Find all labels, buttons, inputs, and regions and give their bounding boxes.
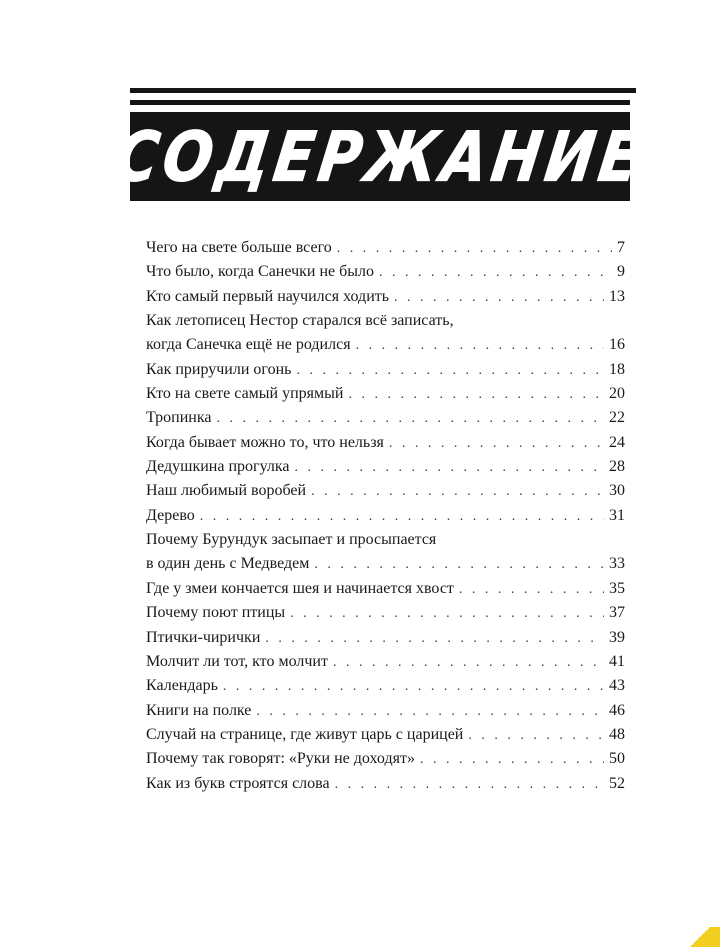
toc-entry[interactable] — [146, 285, 625, 309]
toc-entry[interactable] — [146, 479, 625, 503]
toc-entry[interactable] — [146, 382, 625, 406]
toc-entry-row — [146, 650, 625, 674]
dot-leader — [389, 432, 604, 456]
toc-entry-row-continued — [146, 528, 625, 552]
toc-entry[interactable] — [146, 674, 625, 698]
toc-entry-row — [146, 431, 625, 455]
toc-entry-row — [146, 236, 625, 260]
dot-leader — [290, 602, 604, 626]
toc-entry[interactable] — [146, 772, 625, 796]
toc-entry-row — [146, 504, 625, 528]
toc-entry[interactable] — [146, 528, 625, 577]
toc-page-number: 16 — [609, 336, 625, 354]
toc-entry[interactable] — [146, 236, 625, 260]
dot-leader — [335, 773, 604, 797]
toc-page-number: 48 — [609, 725, 625, 743]
toc-entry[interactable] — [146, 577, 625, 601]
dot-leader — [379, 261, 612, 285]
heading-stripe-middle — [130, 100, 630, 105]
toc-page-number: 20 — [609, 385, 625, 403]
dot-leader — [468, 724, 604, 748]
toc-entry[interactable] — [146, 309, 625, 358]
toc-entry[interactable] — [146, 406, 625, 430]
heading-panel — [110, 112, 650, 201]
dot-leader — [295, 456, 605, 480]
page-corner-decoration — [680, 927, 720, 947]
toc-entry-row — [146, 626, 625, 650]
toc-entry[interactable] — [146, 650, 625, 674]
dot-leader — [296, 359, 604, 383]
dot-leader — [348, 383, 604, 407]
heading-stripe-top — [130, 88, 636, 93]
toc-entry-title: когда Санечка ещё не родился — [146, 336, 351, 354]
dot-leader — [394, 286, 604, 310]
dot-leader — [223, 675, 604, 699]
toc-entry[interactable] — [146, 358, 625, 382]
toc-page-number: 30 — [609, 482, 625, 500]
dot-leader — [216, 407, 604, 431]
toc-page-number: 9 — [617, 263, 625, 281]
dot-leader — [356, 334, 604, 358]
toc-entry[interactable] — [146, 504, 625, 528]
toc-entry-row-continued — [146, 309, 625, 333]
toc-page-number: 22 — [609, 409, 625, 427]
toc-entry-title: Дедушкина прогулка — [146, 458, 290, 476]
toc-page-number: 18 — [609, 360, 625, 378]
dot-leader — [333, 651, 604, 675]
toc-entry-title: в один день с Медведем — [146, 555, 310, 573]
toc-page-number: 41 — [609, 652, 625, 670]
toc-entry[interactable] — [146, 699, 625, 723]
toc-entry[interactable] — [146, 723, 625, 747]
toc-entry-title: Птички-чирички — [146, 628, 261, 646]
dot-leader — [420, 748, 604, 772]
toc-entry-title: Молчит ли тот, кто молчит — [146, 652, 328, 670]
toc-entry-row — [146, 723, 625, 747]
page-title: СОДЕРЖАНИЕ — [110, 116, 650, 197]
toc-page-number: 7 — [617, 239, 625, 256]
toc-entry-row — [146, 382, 625, 406]
toc-entry-title: Как приручили огонь — [146, 360, 292, 378]
toc-entry-title: Дерево — [146, 506, 195, 524]
toc-entry-row — [146, 747, 625, 771]
toc-entry-row — [146, 552, 625, 576]
toc-entry[interactable] — [146, 431, 625, 455]
toc-entry-title: Как летописец Нестор старался всё записать, — [146, 312, 454, 330]
toc-entry-title: Почему Бурундук засыпает и просыпается — [146, 531, 437, 549]
toc-entry-title: Чего на свете больше всего — [146, 239, 332, 256]
toc-entry-title: Как из букв строятся слова — [146, 774, 330, 792]
toc-entry-row — [146, 333, 625, 357]
table-of-contents — [146, 236, 625, 796]
dot-leader — [256, 700, 604, 724]
toc-entry-title: Почему так говорят: «Руки не доходят» — [146, 750, 415, 768]
toc-entry-title: Где у змеи кончается шея и начинается хвост — [146, 579, 454, 597]
toc-page-number: 46 — [609, 701, 625, 719]
toc-page-number: 13 — [609, 287, 625, 305]
toc-entry[interactable] — [146, 260, 625, 284]
dot-leader — [314, 553, 604, 577]
toc-entry-row — [146, 577, 625, 601]
toc-entry-title: Календарь — [146, 677, 218, 695]
toc-entry-row — [146, 406, 625, 430]
toc-page-number: 52 — [609, 774, 625, 792]
toc-page-number: 33 — [609, 555, 625, 573]
dot-leader — [265, 627, 604, 651]
toc-entry-row — [146, 455, 625, 479]
toc-entry-title: Когда бывает можно то, что нельзя — [146, 433, 384, 451]
toc-entry-row — [146, 260, 625, 284]
toc-entry-title: Что было, когда Санечки не было — [146, 263, 374, 281]
toc-page-number: 39 — [609, 628, 625, 646]
toc-page-number: 31 — [609, 506, 625, 524]
toc-entry[interactable] — [146, 601, 625, 625]
toc-entry[interactable] — [146, 747, 625, 771]
toc-entry-row — [146, 772, 625, 796]
toc-page-number: 43 — [609, 677, 625, 695]
toc-page-number: 24 — [609, 433, 625, 451]
toc-entry-row — [146, 479, 625, 503]
dot-leader — [200, 505, 604, 529]
toc-entry-title: Почему поют птицы — [146, 604, 286, 622]
toc-page-number: 50 — [609, 750, 625, 768]
toc-page-number: 28 — [609, 458, 625, 476]
toc-entry-title: Кто самый первый научился ходить — [146, 287, 390, 305]
toc-entry-row — [146, 285, 625, 309]
toc-page-number: 37 — [609, 604, 625, 622]
toc-entry[interactable] — [146, 455, 625, 479]
toc-entry-row — [146, 601, 625, 625]
toc-entry-title: Случай на странице, где живут царь с царицей — [146, 725, 464, 743]
toc-entry-title: Кто на свете самый упрямый — [146, 385, 344, 403]
toc-entry[interactable] — [146, 626, 625, 650]
dot-leader — [459, 578, 604, 602]
toc-entry-row — [146, 358, 625, 382]
toc-page-number: 35 — [609, 579, 625, 597]
toc-entry-title: Тропинка — [146, 409, 212, 427]
toc-entry-title: Наш любимый воробей — [146, 482, 307, 500]
dot-leader — [311, 480, 604, 504]
dot-leader — [337, 237, 612, 261]
toc-entry-row — [146, 699, 625, 723]
toc-entry-title: Книги на полке — [146, 701, 252, 719]
contents-heading — [110, 88, 650, 201]
toc-entry-row — [146, 674, 625, 698]
